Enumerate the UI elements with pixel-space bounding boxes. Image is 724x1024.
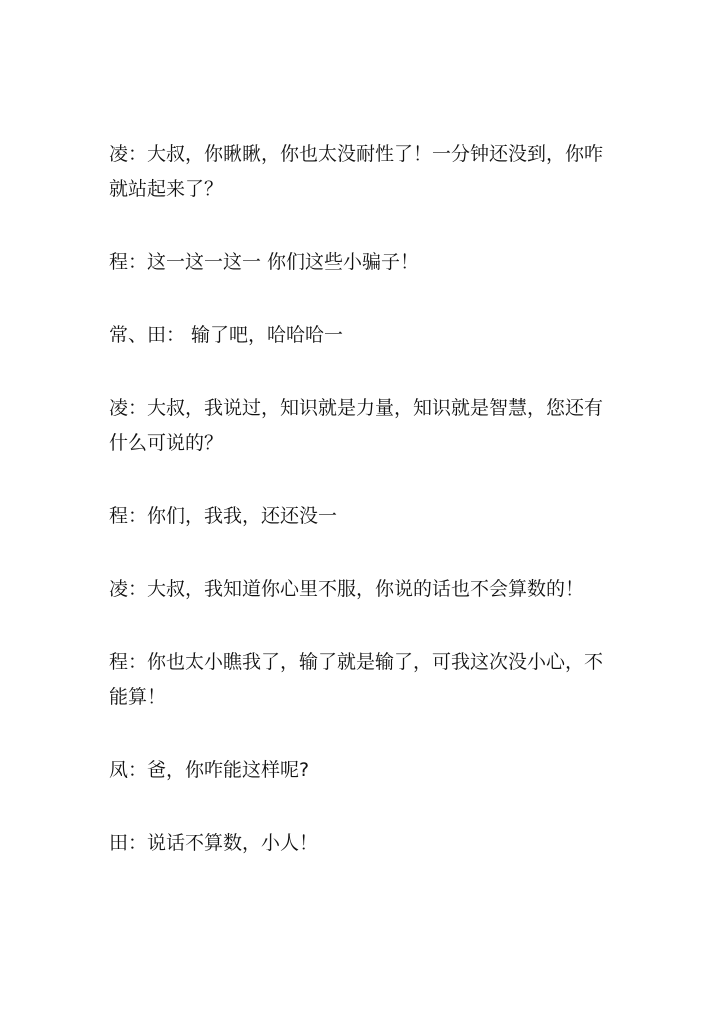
dialogue-line: 程：这一这一这一 你们这些小骗子！: [109, 251, 420, 273]
dialogue-line: 凤：爸，你咋能这样呢?: [109, 759, 310, 781]
dialogue-line: 田：说话不算数，小人！: [109, 832, 319, 854]
dialogue-line: 凌：大叔，我知道你心里不服，你说的话也不会算数的！: [109, 578, 585, 600]
dialogue-line: 程：你也太小瞧我了，输了就是输了，可我这次没小心，不能算！: [109, 651, 604, 708]
dialogue-line: 程：你们，我我，还还没一: [109, 505, 338, 527]
dialogue-line: 常、田： 输了吧，哈哈哈一: [109, 324, 344, 346]
dialogue-line: 凌：大叔，你瞅瞅，你也太没耐性了！一分钟还没到，你咋就站起来了？: [109, 143, 604, 200]
dialogue-line: 凌：大叔，我说过，知识就是力量，知识就是智慧，您还有什么可说的？: [109, 397, 604, 454]
dialogue-text: [109, 137, 619, 899]
